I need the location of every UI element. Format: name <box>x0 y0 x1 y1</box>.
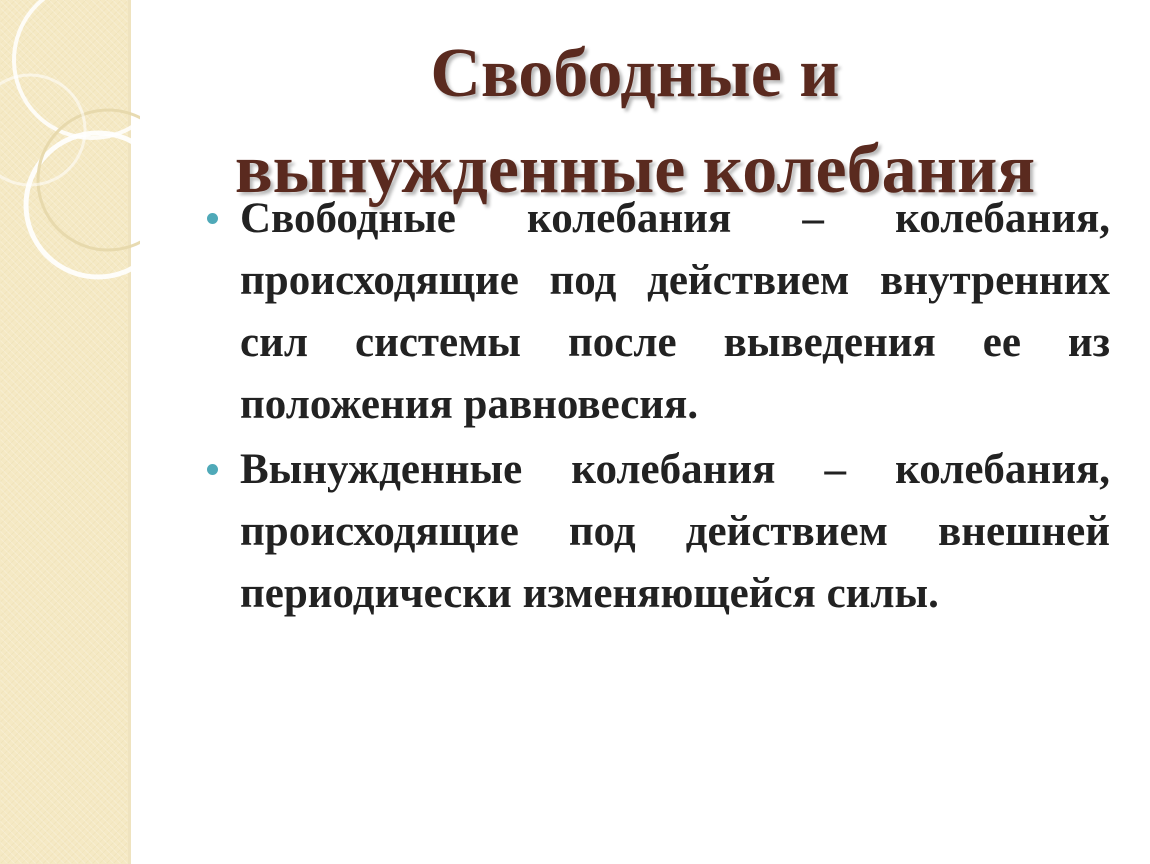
bullet-item-free-oscillations <box>205 188 1110 436</box>
slide-title-line-1: Свободные и <box>430 35 840 112</box>
decorative-circles-icon <box>0 0 140 300</box>
bullet-item-forced-oscillations <box>205 439 1110 625</box>
bullet-text-forced-oscillations: Вынужденные колебания – колебания, происходящие под действием внешней периодически изменяющейся силы. <box>240 446 1110 617</box>
bullet-dot-icon <box>207 213 218 224</box>
bullet-list <box>205 188 1110 628</box>
slide-title-line-2: вынужденные колебания <box>234 131 1036 208</box>
bullet-dot-icon <box>207 464 218 475</box>
bullet-text-free-oscillations: Свободные колебания – колебания, происходящие под действием внутренних сил системы после выведения ее из положения равновесия. <box>240 195 1110 428</box>
